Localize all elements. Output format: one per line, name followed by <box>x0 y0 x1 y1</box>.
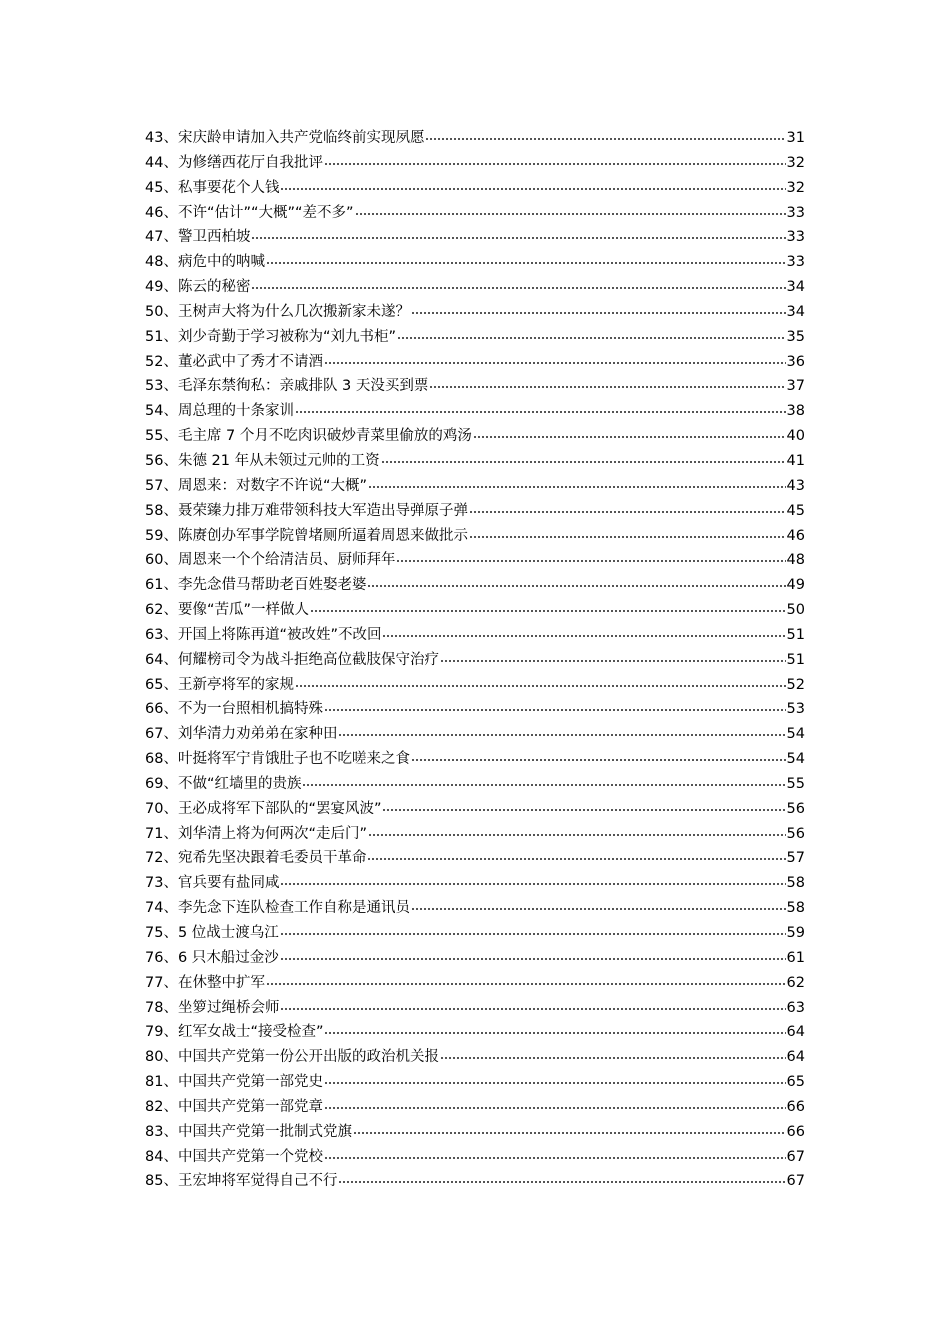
toc-entry-page-number: 54 <box>786 726 805 743</box>
toc-entry[interactable] <box>145 871 805 896</box>
toc-entry-page-number: 51 <box>786 626 805 643</box>
toc-entry[interactable] <box>145 225 805 250</box>
toc-entry[interactable] <box>145 275 805 300</box>
toc-entry-number: 62、 <box>145 602 178 619</box>
dot-leader <box>382 624 785 638</box>
toc-entry[interactable] <box>145 846 805 871</box>
toc-entry-number: 52、 <box>145 353 178 370</box>
toc-entry[interactable] <box>145 474 805 499</box>
toc-entry-title: 中国共产党第一份公开出版的政治机关报 <box>177 1049 439 1066</box>
dot-leader <box>251 226 785 240</box>
toc-entry-number: 59、 <box>145 527 178 544</box>
toc-entry-page-number: 37 <box>786 378 805 395</box>
dot-leader <box>382 798 785 812</box>
dot-leader <box>266 251 786 265</box>
toc-entry-number: 81、 <box>145 1074 178 1091</box>
toc-entry-title: 中国共产党第一部党章 <box>177 1098 323 1115</box>
toc-entry[interactable] <box>145 598 805 623</box>
toc-entry-number: 47、 <box>145 229 178 246</box>
dot-leader <box>440 1046 786 1060</box>
toc-entry-page-number: 67 <box>786 1173 805 1190</box>
toc-entry-page-number: 52 <box>786 676 805 693</box>
toc-entry-page-number: 56 <box>786 800 805 817</box>
toc-entry-number: 85、 <box>145 1173 178 1190</box>
toc-entry-page-number: 38 <box>786 403 805 420</box>
toc-entry-number: 78、 <box>145 999 178 1016</box>
dot-leader <box>338 723 785 737</box>
toc-entry-title: 中国共产党第一部党史 <box>177 1074 323 1091</box>
toc-entry[interactable] <box>145 201 805 226</box>
toc-entry-number: 83、 <box>145 1123 178 1140</box>
toc-entry[interactable] <box>145 747 805 772</box>
toc-entry-title: 宛希先坚决跟着毛委员干革命 <box>177 850 367 867</box>
toc-entry-number: 71、 <box>145 825 178 842</box>
toc-entry-title: 开国上将陈再道“被改姓”不改回 <box>177 626 382 643</box>
dot-leader <box>397 326 786 340</box>
dot-leader <box>381 450 786 464</box>
toc-entry-number: 44、 <box>145 154 178 171</box>
toc-entry-number: 69、 <box>145 775 178 792</box>
toc-entry-title: 毛主席 7 个月不吃肉识破炒青菜里偷放的鸡汤 <box>177 428 472 445</box>
toc-entry[interactable] <box>145 325 805 350</box>
toc-entry[interactable] <box>145 1145 805 1170</box>
toc-entry[interactable] <box>145 350 805 375</box>
toc-entry-page-number: 61 <box>786 949 805 966</box>
dot-leader <box>396 549 785 563</box>
toc-entry-page-number: 64 <box>786 1049 805 1066</box>
toc-entry-page-number: 66 <box>786 1098 805 1115</box>
toc-entry[interactable] <box>145 250 805 275</box>
toc-entry[interactable] <box>145 499 805 524</box>
toc-entry-number: 80、 <box>145 1049 178 1066</box>
toc-entry[interactable] <box>145 573 805 598</box>
toc-entry-title: 不为一台照相机搞特殊 <box>177 701 323 718</box>
toc-entry-title: 周恩来：对数字不许说“大概” <box>177 477 367 494</box>
toc-entry-title: 周总理的十条家训 <box>177 403 294 420</box>
dot-leader <box>280 947 786 961</box>
toc-entry-title: 王必成将军下部队的“罢宴风波” <box>177 800 382 817</box>
toc-entry[interactable] <box>145 722 805 747</box>
toc-entry-number: 82、 <box>145 1098 178 1115</box>
toc-entry-number: 46、 <box>145 204 178 221</box>
dot-leader <box>367 847 785 861</box>
toc-entry-title: 私事要花个人钱 <box>177 179 280 196</box>
dot-leader <box>251 276 785 290</box>
toc-entry[interactable] <box>145 896 805 921</box>
toc-entry-title: 中国共产党第一批制式党旗 <box>177 1123 352 1140</box>
toc-entry-title: 官兵要有盐同咸 <box>177 875 280 892</box>
toc-entry-page-number: 33 <box>786 229 805 246</box>
table-of-contents <box>145 126 805 1194</box>
toc-entry[interactable] <box>145 1120 805 1145</box>
toc-entry-page-number: 58 <box>786 875 805 892</box>
dot-leader <box>429 375 785 389</box>
toc-entry-title: 刘华清上将为何两次“走后门” <box>177 825 367 842</box>
dot-leader <box>295 674 786 688</box>
toc-entry-number: 61、 <box>145 577 178 594</box>
toc-entry[interactable] <box>145 1169 805 1194</box>
toc-entry[interactable] <box>145 374 805 399</box>
toc-entry-page-number: 45 <box>786 502 805 519</box>
dot-leader <box>280 872 785 886</box>
toc-entry[interactable] <box>145 946 805 971</box>
toc-entry-title: 毛泽东禁徇私：亲戚排队 3 天没买到票 <box>177 378 429 395</box>
toc-entry[interactable] <box>145 548 805 573</box>
toc-entry-page-number: 46 <box>786 527 805 544</box>
dot-leader <box>324 152 786 166</box>
toc-entry[interactable] <box>145 772 805 797</box>
toc-entry[interactable] <box>145 300 805 325</box>
dot-leader <box>266 972 786 986</box>
toc-entry-number: 49、 <box>145 279 178 296</box>
toc-entry-title: 红军女战士“接受检查” <box>177 1024 324 1041</box>
toc-entry-page-number: 63 <box>786 999 805 1016</box>
toc-entry-number: 70、 <box>145 800 178 817</box>
toc-entry-title: 王树声大将为什么几次搬新家未遂？ <box>177 303 410 320</box>
toc-entry-number: 48、 <box>145 254 178 271</box>
toc-entry[interactable] <box>145 399 805 424</box>
toc-entry-number: 43、 <box>145 130 178 146</box>
dot-leader <box>469 525 786 539</box>
dot-leader <box>324 351 786 365</box>
toc-entry-number: 66、 <box>145 701 178 718</box>
toc-entry-page-number: 43 <box>786 477 805 494</box>
toc-entry-page-number: 56 <box>786 825 805 842</box>
toc-entry[interactable] <box>145 176 805 201</box>
toc-entry-page-number: 33 <box>786 254 805 271</box>
dot-leader <box>440 649 786 663</box>
toc-entry-number: 65、 <box>145 676 178 693</box>
dot-leader <box>324 698 786 712</box>
toc-entry-page-number: 67 <box>786 1148 805 1165</box>
toc-entry-number: 72、 <box>145 850 178 867</box>
toc-entry-number: 84、 <box>145 1148 178 1165</box>
toc-entry-page-number: 32 <box>786 179 805 196</box>
toc-entry-page-number: 49 <box>786 577 805 594</box>
toc-entry-title: 李先念下连队检查工作自称是通讯员 <box>177 900 410 917</box>
toc-entry-number: 45、 <box>145 179 178 196</box>
toc-entry[interactable] <box>145 697 805 722</box>
dot-leader <box>338 1170 785 1184</box>
toc-entry-page-number: 33 <box>786 204 805 221</box>
toc-entry[interactable] <box>145 151 805 176</box>
toc-entry-page-number: 55 <box>786 775 805 792</box>
toc-entry[interactable] <box>145 1020 805 1045</box>
toc-entry-page-number: 65 <box>786 1074 805 1091</box>
dot-leader <box>280 922 786 936</box>
dot-leader <box>310 599 786 613</box>
toc-entry[interactable] <box>145 1045 805 1070</box>
dot-leader <box>280 997 785 1011</box>
toc-entry[interactable] <box>145 449 805 474</box>
toc-entry[interactable] <box>145 673 805 698</box>
toc-entry-number: 60、 <box>145 552 178 569</box>
toc-entry[interactable] <box>145 1070 805 1095</box>
dot-leader <box>355 202 786 216</box>
toc-entry-title: 聂荣臻力排万难带领科技大军造出导弹原子弹 <box>177 502 468 519</box>
toc-entry-title: 病危中的呐喊 <box>177 254 265 271</box>
toc-entry-page-number: 48 <box>786 552 805 569</box>
toc-entry-title: 在休整中扩军 <box>177 974 265 991</box>
toc-entry[interactable] <box>145 126 805 151</box>
toc-entry[interactable] <box>145 623 805 648</box>
toc-entry-page-number: 31 <box>786 130 805 146</box>
dot-leader <box>411 748 786 762</box>
toc-entry-title: 坐箩过绳桥会师 <box>177 999 280 1016</box>
toc-entry-title: 何耀榜司令为战斗拒绝高位截肢保守治疗 <box>177 651 439 668</box>
dot-leader <box>411 301 786 315</box>
toc-entry-number: 63、 <box>145 626 178 643</box>
toc-entry-page-number: 34 <box>786 279 805 296</box>
toc-entry-title: 6 只木船过金沙 <box>177 949 279 966</box>
toc-entry-title: 董必武中了秀才不请酒 <box>177 353 323 370</box>
toc-entry-page-number: 59 <box>786 925 805 941</box>
toc-entry-number: 77、 <box>145 974 178 991</box>
toc-entry-page-number: 54 <box>786 751 805 768</box>
toc-entry[interactable] <box>145 996 805 1021</box>
toc-entry-number: 74、 <box>145 900 178 917</box>
dot-leader <box>368 823 786 837</box>
toc-entry-title: 宋庆龄申请加入共产党临终前实现夙愿 <box>177 130 425 146</box>
toc-entry-number: 64、 <box>145 651 178 668</box>
toc-entry-number: 67、 <box>145 726 178 743</box>
toc-entry[interactable] <box>145 797 805 822</box>
toc-entry-page-number: 64 <box>786 1024 805 1041</box>
toc-entry-title: 刘华清力劝弟弟在家种田 <box>177 726 338 743</box>
toc-entry-number: 56、 <box>145 452 178 469</box>
toc-entry-page-number: 53 <box>786 701 805 718</box>
toc-entry-number: 79、 <box>145 1024 178 1041</box>
toc-entry-title: 刘少奇勤于学习被称为“刘九书柜” <box>177 328 396 345</box>
toc-entry-number: 55、 <box>145 428 178 445</box>
toc-entry-page-number: 36 <box>786 353 805 370</box>
toc-entry-title: 朱德 21 年从未领过元帅的工资 <box>177 452 380 469</box>
dot-leader <box>411 897 786 911</box>
toc-entry-title: 陈云的秘密 <box>177 279 251 296</box>
toc-entry-title: 警卫西柏坡 <box>177 229 251 246</box>
toc-entry-page-number: 58 <box>786 900 805 917</box>
toc-entry-number: 54、 <box>145 403 178 420</box>
toc-entry[interactable] <box>145 971 805 996</box>
toc-entry-page-number: 50 <box>786 602 805 619</box>
toc-entry-page-number: 40 <box>786 428 805 445</box>
toc-entry-title: 为修缮西花厅自我批评 <box>177 154 323 171</box>
toc-entry-title: 周恩来一个个给清洁员、厨师拜年 <box>177 552 396 569</box>
dot-leader <box>473 425 786 439</box>
toc-entry-page-number: 51 <box>786 651 805 668</box>
toc-entry-title: 要像“苦瓜”一样做人 <box>177 602 309 619</box>
toc-entry-number: 75、 <box>145 925 178 941</box>
toc-entry-number: 58、 <box>145 502 178 519</box>
toc-entry[interactable] <box>145 921 805 946</box>
dot-leader <box>280 177 785 191</box>
toc-entry-title: 陈赓创办军事学院曾堵厕所逼着周恩来做批示 <box>177 527 468 544</box>
toc-entry-number: 73、 <box>145 875 178 892</box>
dot-leader <box>367 574 785 588</box>
toc-entry-page-number: 62 <box>786 974 805 991</box>
toc-entry[interactable] <box>145 822 805 847</box>
toc-entry-page-number: 41 <box>786 452 805 469</box>
dot-leader <box>302 773 785 787</box>
toc-entry-title: 王新亭将军的家规 <box>177 676 294 693</box>
dot-leader <box>324 1096 786 1110</box>
toc-entry-number: 50、 <box>145 303 178 320</box>
toc-entry-number: 53、 <box>145 378 178 395</box>
toc-entry-title: 王宏坤将军觉得自己不行 <box>177 1173 338 1190</box>
toc-entry-title: 中国共产党第一个党校 <box>177 1148 323 1165</box>
toc-entry-page-number: 34 <box>786 303 805 320</box>
dot-leader <box>353 1121 786 1135</box>
toc-entry-page-number: 35 <box>786 328 805 345</box>
toc-entry-number: 76、 <box>145 949 178 966</box>
toc-entry[interactable] <box>145 524 805 549</box>
toc-entry-page-number: 57 <box>786 850 805 867</box>
toc-entry-number: 57、 <box>145 477 178 494</box>
toc-entry-title: 叶挺将军宁肯饿肚子也不吃嗟来之食 <box>177 751 410 768</box>
toc-entry-title: 不许“估计”“大概”“差不多” <box>177 204 354 221</box>
dot-leader <box>324 1071 786 1085</box>
toc-entry-number: 51、 <box>145 328 178 345</box>
toc-entry-page-number: 66 <box>786 1123 805 1140</box>
dot-leader <box>324 1146 786 1160</box>
toc-entry-title: 李先念借马帮助老百姓娶老婆 <box>177 577 367 594</box>
dot-leader <box>469 500 786 514</box>
toc-entry-number: 68、 <box>145 751 178 768</box>
dot-leader <box>324 1021 785 1035</box>
toc-entry[interactable] <box>145 424 805 449</box>
toc-entry-page-number: 32 <box>786 154 805 171</box>
toc-entry-title: 不做“红墙里的贵族 <box>177 775 302 792</box>
toc-entry[interactable] <box>145 1095 805 1120</box>
dot-leader <box>368 475 786 489</box>
toc-entry[interactable] <box>145 648 805 673</box>
toc-entry-title: 5 位战士渡乌江 <box>177 925 279 941</box>
dot-leader <box>295 400 786 414</box>
dot-leader <box>425 127 785 141</box>
